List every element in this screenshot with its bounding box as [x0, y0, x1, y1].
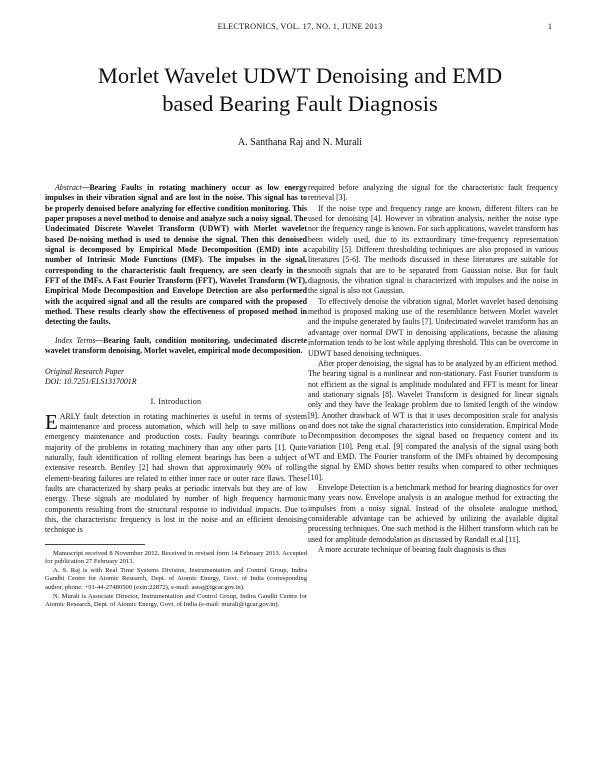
section-heading-introduction: I. Introduction: [150, 397, 202, 407]
drop-cap: E: [45, 409, 58, 434]
index-terms-text: —Bearing fault, condition monitoring, undecimated discrete wavelet transform denoising, Morlet wavelet, empirical mode decomposition.: [45, 335, 308, 356]
footnote-author-1: A. S. Raj is with Real Time Systems Division, Instrumentation and Control Group, Indira Gandhi Centre for Atomic Research, Dept. of Atomic Energy, Govt. of India (corresponding author, phone: +91-44-27480500 (extn:22872), e-mail: asraj@igcar.gov.in).: [45, 566, 307, 592]
right-paragraph-2: If the noise type and frequency range are known, different filters can be used for denoising [4]. However in vibration analysis, neither the noise type nor the frequency range is known. For such applications, wavelet transform has been widely used, due to its extraordinary time-frequency representation capability [5]. Different thresholding techniques are also proposed in various literatures [5-6]. The methods discussed in these literatures are suitable for smooth signals that are to be separated from Gaussian noise. But for fault diagnosis, the vibration signal is characterized with impulses and the noise in the signal is also not Gaussian.: [308, 203, 558, 296]
title-line-2: based Bearing Fault Diagnosis: [162, 91, 438, 116]
footnote-manuscript: Manuscript received 8 November 2012. Received in revised form 14 February 2013. Accepted for publication 27 February 2013.: [45, 549, 307, 566]
title-line-1: Morlet Wavelet UDWT Denoising and EMD: [97, 63, 503, 88]
doi: DOI: 10.7251/ELS1317001R: [45, 376, 137, 386]
right-paragraph-1: required before analyzing the signal for the characteristic fault frequency retrieval [3].: [308, 183, 558, 203]
journal-info: ELECTRONICS, VOL. 17, NO. 1, JUNE 2013: [217, 22, 383, 31]
abstract-label: Abstract: [55, 183, 82, 192]
footnote-rule: [45, 544, 145, 545]
abstract: [45, 183, 307, 328]
right-paragraph-5: Envelope Detection is a benchmark method for bearing diagnostics for over many years now. Envelope analysis is an analogue method for extracting the impulses from a noisy signal. Instead of the obsolete analogue method, considerable advantage can be achieved by utilizing the available digital processing techniques. One such method is the Hilbert transform which can be used for amplitude demodulation as discussed by Randall et.al [11].: [308, 482, 558, 544]
footnote-author-2: N. Murali is Associate Director, Instrumentation and Control Group, Indira Gandhi Centre for Atomic Research, Dept. of Atomic Energy, Govt. of India (e-mail: murali@igcar.gov.in).: [45, 592, 307, 609]
page-number: 1: [547, 22, 552, 31]
right-paragraph-4: After proper denoising, the signal has to be analyzed by an efficient method. The bearing signal is a nonlinear and non-stationary. Fast Fourier transform is not efficient as the signal is amplitude modulated and FFT is meant for linear and stationary signals [8]. Wavelet Transform is designed for linear signals only and they have the leakage problem due to limited length of the window [9]. Another drawback of WT is that it uses decomposition scale for analysis and does not take the signal characteristics into consideration. Empirical Mode Decomposition decomposes the signal based on frequency content and its variation [10]. Peng et.al. [9] compared the analysis of the signal using both WT and EMD. The Fourier transform of the IMFs obtained by decomposing the signal by EMD shows better results when compared to other techniques [10].: [308, 358, 558, 482]
right-paragraph-3: To effectively denoise the vibration signal, Morlet wavelet based denoising method is proposed making use of the resemblance between Morlet wavelet and the impulse generated by faults [7]. Undecimated wavelet transform has an advantage over normal DWT in denoising applications, because the aliasing information tends to be lost while applying threshold. This can be overcome in UDWT based denoising techniques.: [308, 296, 558, 358]
paper-type: Original Research Paper: [45, 366, 125, 376]
intro-paragraph: [45, 409, 307, 536]
index-terms: [45, 336, 307, 357]
paper-title: [40, 62, 560, 118]
left-column: [45, 183, 307, 610]
abstract-text: —Bearing Faults in rotating machinery occur as low energy impulses in their vibration signal and are lost in the noise. This signal has to be properly denoised before analyzing for effective condition monitoring. This paper proposes a novel method to denoise and analyze such a noisy signal. The Undecimated Discrete Wavelet Transform (UDWT) with Morlet wavelet based De-noising method is used to denoise the signal. Then this denoised signal is decomposed by Empirical Mode Decomposition (EMD) into a number of Intrinsic Mode Functions (IMF). The impulses in the signal, corresponding to the characteristic fault frequency, are seen clearly in the FFT of the IMFs. A Fast Fourier Transform (FFT), Wavelet Transform (WT), Empirical Mode Decomposition and Envelope Detection are also performed with the acquired signal and all the results are compared with the proposed method. These results clearly show the effectiveness of proposed method in detecting the faults.: [45, 183, 307, 327]
right-paragraph-6: A more accurate technique of bearing fault diagnosis is thus: [318, 545, 506, 555]
intro-text: ARLY fault detection in rotating machineries is useful in terms of system maintenance and process automation, which will help to save millions on emergency maintenance and production costs. Faulty bearings contribute to majority of the problems in rotating machinery than any other parts [1]. Quite naturally, fault identification of rolling element bearings has been a subject of extensive research. Bentley [2] had shown that approximately 90% of rolling element-bearing failures are related to either inner race or outer race flaws. These faults are characterized by sharp peaks at periodic intervals but they are of low energy. These signals are modulated by number of high frequency harmonic components resulting from the structural response to individual impacts. Due to this, the characteristic frequency is lost in the noise and an efficient denoising technique is: [45, 411, 307, 535]
right-column: [308, 183, 558, 555]
index-terms-label: Index Terms: [55, 335, 96, 345]
authors: A. Santhana Raj and N. Murali: [237, 137, 363, 148]
